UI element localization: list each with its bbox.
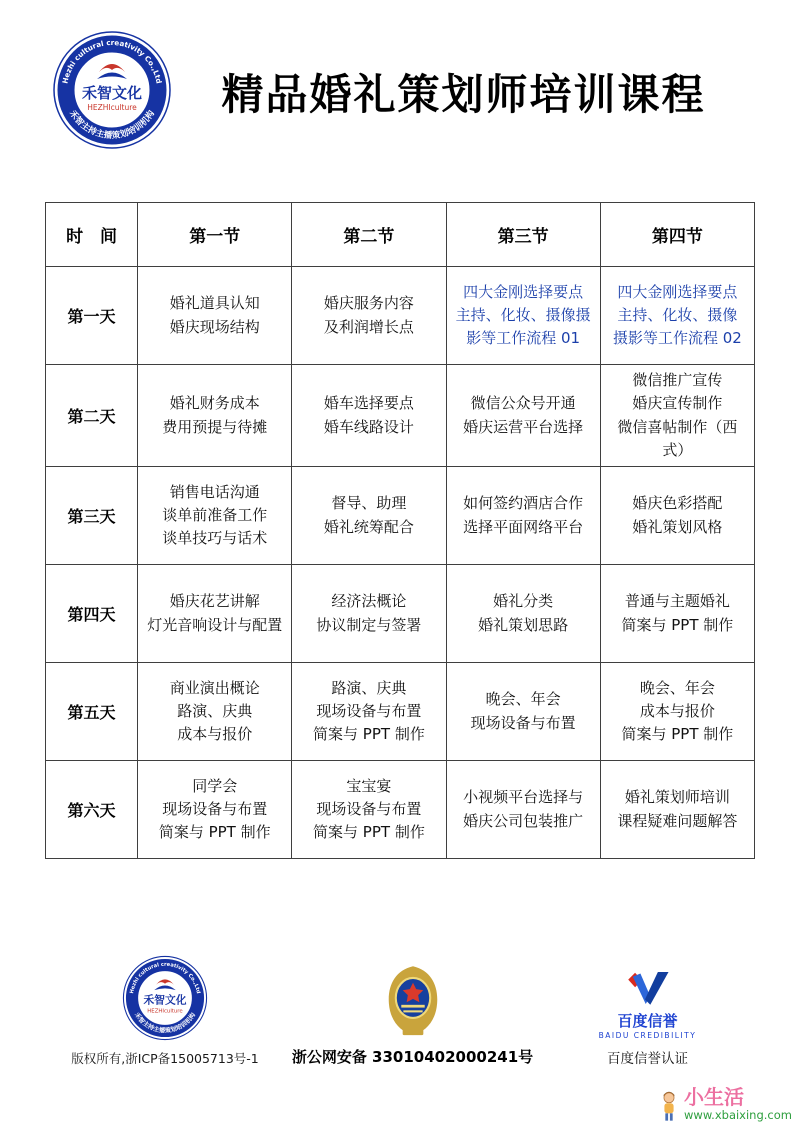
course-cell (600, 761, 754, 859)
header (0, 0, 800, 154)
logo-ring-top-text: Hezhi cultural creativity Co.,Ltd (129, 961, 201, 995)
course-line: 婚庆宣传制作 (632, 394, 723, 413)
course-line: 商业演出概论 (169, 678, 260, 697)
table-row (46, 565, 755, 663)
course-line: 婚庆运营平台选择 (463, 417, 584, 436)
logo-ring-bottom-text: 禾智主持主播策划培训机构 (132, 1011, 198, 1035)
course-line: 婚庆花艺讲解 (169, 592, 260, 611)
course-line: 简案与 PPT 制作 (313, 823, 425, 842)
day-label: 第五天 (46, 663, 138, 761)
course-line: 摄影等工作流程 02 (612, 329, 742, 348)
day-label: 第三天 (46, 467, 138, 565)
police-record-text: 浙公网安备 33010402000241号 (291, 1048, 534, 1066)
course-line: 路演、庆典 (331, 678, 407, 697)
footer-copyright-block (45, 939, 285, 1067)
table-row (46, 267, 755, 365)
hezhi-logo-footer-icon (122, 955, 208, 1041)
course-line: 同学会 (192, 776, 238, 795)
course-line: 微信公众号开通 (470, 394, 576, 413)
course-cell (138, 565, 292, 663)
course-cell (138, 267, 292, 365)
course-line: 及利润增长点 (323, 317, 414, 336)
watermark-mascot-icon (658, 1090, 680, 1122)
course-cell (446, 365, 600, 467)
course-line: 婚礼策划思路 (478, 615, 569, 634)
logo-name-en: HEZHIculture (87, 103, 137, 112)
logo-name-en: HEZHIculture (147, 1008, 183, 1015)
table-row (46, 365, 755, 467)
course-cell (600, 467, 754, 565)
course-line: 晚会、年会 (485, 690, 561, 709)
course-line: 小视频平台选择与 (463, 788, 584, 807)
column-header: 第一节 (138, 203, 292, 267)
course-cell (600, 565, 754, 663)
course-cell (292, 565, 446, 663)
course-cell (446, 565, 600, 663)
course-cell (292, 761, 446, 859)
course-table (45, 202, 755, 859)
course-cell (446, 267, 600, 365)
course-line: 婚车选择要点 (323, 394, 414, 413)
police-badge-icon (382, 962, 444, 1038)
column-header: 第三节 (446, 203, 600, 267)
course-line: 简案与 PPT 制作 (621, 615, 734, 634)
table-row (46, 663, 755, 761)
table-row (46, 467, 755, 565)
watermark-title: 小生活 (684, 1084, 745, 1109)
logo-name: 禾智文化 (143, 993, 187, 1007)
course-line: 简案与 PPT 制作 (621, 725, 734, 744)
watermark-texts (684, 1086, 792, 1122)
course-cell (138, 663, 292, 761)
course-line: 婚礼策划风格 (632, 517, 723, 536)
course-line: 经济法概论 (331, 592, 407, 611)
course-line: 谈单前准备工作 (162, 505, 268, 524)
course-line: 影等工作流程 01 (466, 329, 581, 348)
course-cell (446, 467, 600, 565)
table-header-row (46, 203, 755, 267)
course-line: 宝宝宴 (346, 776, 392, 795)
course-cell (446, 663, 600, 761)
course-line: 四大金刚选择要点 (463, 282, 584, 301)
course-line: 婚礼统筹配合 (323, 517, 414, 536)
course-line: 现场设备与布置 (316, 701, 422, 720)
day-label: 第四天 (46, 565, 138, 663)
watermark-url: www.xbaixing.com (684, 1107, 792, 1122)
course-line: 协议制定与签署 (316, 615, 422, 634)
course-line: 灯光音响设计与配置 (147, 615, 283, 634)
course-line: 课程疑难问题解答 (617, 811, 738, 830)
course-line: 如何签约酒店合作 (463, 494, 584, 513)
course-line: 简案与 PPT 制作 (313, 725, 425, 744)
course-line: 现场设备与布置 (316, 799, 422, 818)
baidu-credibility-icon (625, 969, 671, 1007)
course-line: 路演、庆典 (177, 701, 253, 720)
table-row (46, 761, 755, 859)
watermark (658, 1086, 792, 1122)
logo-ring-bottom-text: 禾智主持主播策划培训机构 (67, 108, 157, 142)
course-cell (138, 467, 292, 565)
course-cell (138, 761, 292, 859)
hezhi-logo-icon (52, 30, 172, 150)
day-label: 第二天 (46, 365, 138, 467)
baidu-credibility-subtitle: BAIDU CREDIBILITY (598, 1031, 697, 1040)
course-cell (292, 467, 446, 565)
course-cell (600, 365, 754, 467)
course-line: 婚庆公司包装推广 (463, 811, 584, 830)
course-line: 微信喜帖制作（西式） (617, 417, 738, 459)
course-cell (292, 663, 446, 761)
course-line: 选择平面网络平台 (463, 517, 584, 536)
course-cell (600, 663, 754, 761)
page-title: 精品婚礼策划师培训课程 (221, 70, 706, 119)
logo-ring-top-text: Hezhi cultural creativity Co.,Ltd (60, 37, 164, 85)
column-header: 第二节 (292, 203, 446, 267)
course-line: 婚庆服务内容 (323, 294, 414, 313)
column-header: 第四节 (600, 203, 754, 267)
course-line: 婚车线路设计 (323, 417, 414, 436)
course-line: 主持、化妆、摄像 (617, 305, 738, 324)
course-cell (292, 267, 446, 365)
footer-baidu-block (540, 939, 755, 1067)
course-line: 费用预提与待摊 (162, 417, 268, 436)
footer (45, 939, 755, 1067)
course-line: 成本与报价 (639, 701, 715, 720)
course-line: 晚会、年会 (639, 678, 715, 697)
baidu-credibility-title: 百度信誉 (617, 1012, 678, 1030)
course-line: 四大金刚选择要点 (617, 282, 738, 301)
logo-name: 禾智文化 (81, 84, 143, 102)
hezhi-logo (52, 30, 172, 154)
course-line: 督导、助理 (331, 494, 407, 513)
course-line: 婚庆现场结构 (169, 317, 260, 336)
course-line: 婚礼策划师培训 (624, 788, 730, 807)
course-line: 婚礼财务成本 (169, 394, 260, 413)
day-label: 第六天 (46, 761, 138, 859)
course-line: 现场设备与布置 (162, 799, 268, 818)
baidu-cert-text: 百度信誉认证 (607, 1051, 688, 1067)
course-line: 婚礼道具认知 (169, 294, 260, 313)
course-cell (446, 761, 600, 859)
course-line: 主持、化妆、摄像摄 (455, 305, 591, 324)
course-cell (600, 267, 754, 365)
course-line: 微信推广宣传 (632, 371, 723, 389)
course-line: 成本与报价 (177, 725, 253, 744)
column-header: 时 间 (46, 203, 138, 267)
course-line: 婚庆色彩搭配 (632, 494, 723, 513)
course-cell (292, 365, 446, 467)
course-line: 销售电话沟通 (169, 482, 260, 501)
course-line: 谈单技巧与话术 (162, 529, 268, 548)
course-cell (138, 365, 292, 467)
copyright-text: 版权所有,浙ICP备15005713号-1 (71, 1051, 259, 1066)
day-label: 第一天 (46, 267, 138, 365)
course-line: 普通与主题婚礼 (624, 592, 730, 611)
footer-police-block (288, 939, 538, 1067)
course-line: 婚礼分类 (493, 592, 554, 611)
course-line: 简案与 PPT 制作 (158, 823, 271, 842)
course-line: 现场设备与布置 (470, 713, 576, 732)
